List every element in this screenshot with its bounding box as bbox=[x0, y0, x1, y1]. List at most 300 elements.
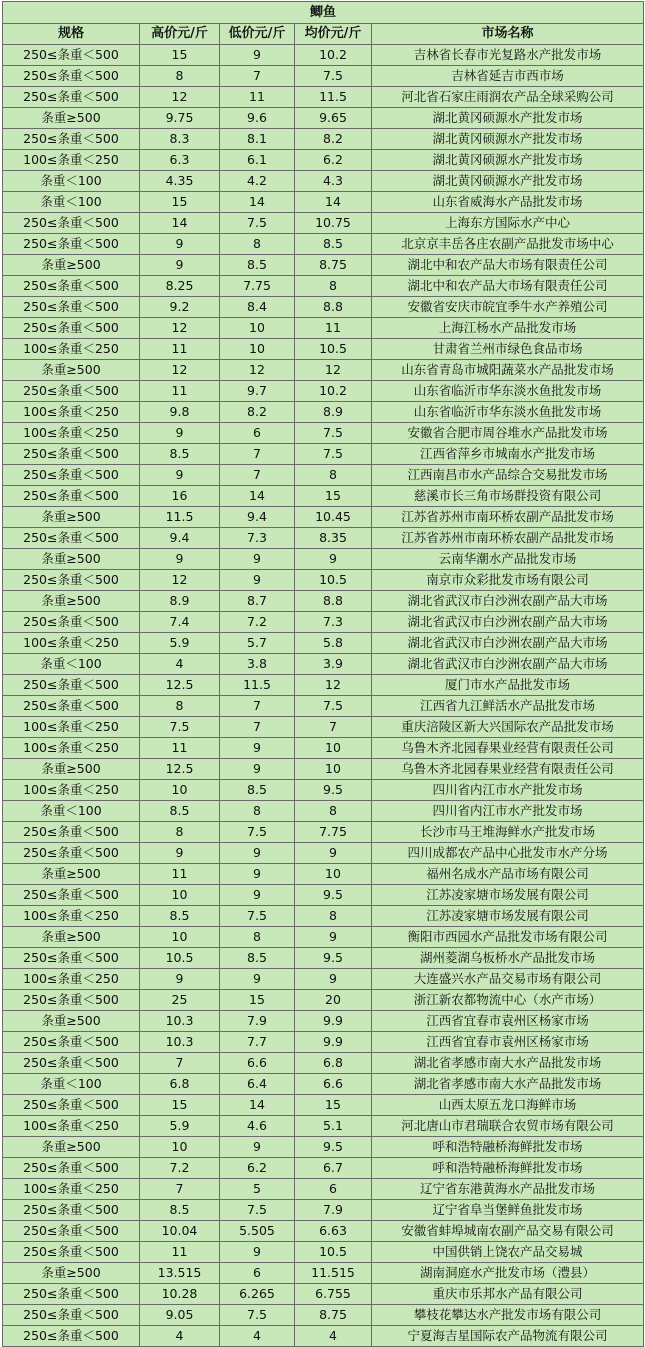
cell-avg-price: 6.2 bbox=[295, 150, 372, 171]
cell-spec: 250≤条重＜500 bbox=[3, 1221, 140, 1242]
cell-avg-price: 8 bbox=[295, 276, 372, 297]
cell-low-price: 9 bbox=[220, 885, 295, 906]
cell-avg-price: 6.6 bbox=[295, 1074, 372, 1095]
cell-avg-price: 6.7 bbox=[295, 1158, 372, 1179]
cell-low-price: 9 bbox=[220, 1242, 295, 1263]
cell-spec: 250≤条重＜500 bbox=[3, 45, 140, 66]
cell-high-price: 7.4 bbox=[140, 612, 220, 633]
cell-market-name: 重庆涪陵区新大兴国际农产品批发市场 bbox=[372, 717, 644, 738]
cell-high-price: 5.9 bbox=[140, 1116, 220, 1137]
cell-high-price: 10.28 bbox=[140, 1284, 220, 1305]
cell-market-name: 湖州菱湖乌板桥水产品批发市场 bbox=[372, 948, 644, 969]
cell-spec: 250≤条重＜500 bbox=[3, 297, 140, 318]
table-row bbox=[3, 1095, 644, 1116]
table-row bbox=[3, 318, 644, 339]
cell-market-name: 江苏凌家塘市场发展有限公司 bbox=[372, 906, 644, 927]
cell-high-price: 7.2 bbox=[140, 1158, 220, 1179]
cell-low-price: 9.7 bbox=[220, 381, 295, 402]
cell-low-price: 9.4 bbox=[220, 507, 295, 528]
table-row bbox=[3, 591, 644, 612]
cell-low-price: 8 bbox=[220, 234, 295, 255]
cell-spec: 条重≥500 bbox=[3, 507, 140, 528]
cell-spec: 250≤条重＜500 bbox=[3, 276, 140, 297]
cell-low-price: 10 bbox=[220, 339, 295, 360]
header-market-name: 市场名称 bbox=[372, 24, 644, 45]
table-row bbox=[3, 990, 644, 1011]
cell-avg-price: 20 bbox=[295, 990, 372, 1011]
cell-spec: 条重≥500 bbox=[3, 1263, 140, 1284]
cell-market-name: 湖北省孝感市南大水产品批发市场 bbox=[372, 1074, 644, 1095]
table-row bbox=[3, 1284, 644, 1305]
cell-avg-price: 5.1 bbox=[295, 1116, 372, 1137]
cell-high-price: 15 bbox=[140, 192, 220, 213]
cell-market-name: 中国供销上饶农产品交易城 bbox=[372, 1242, 644, 1263]
cell-low-price: 5.505 bbox=[220, 1221, 295, 1242]
table-row bbox=[3, 87, 644, 108]
table-row bbox=[3, 150, 644, 171]
cell-high-price: 12 bbox=[140, 360, 220, 381]
cell-spec: 250≤条重＜500 bbox=[3, 465, 140, 486]
cell-market-name: 上海江杨水产品批发市场 bbox=[372, 318, 644, 339]
cell-spec: 条重＜100 bbox=[3, 654, 140, 675]
table-row bbox=[3, 1305, 644, 1326]
table-row bbox=[3, 255, 644, 276]
cell-market-name: 四川省内江市水产批发市场 bbox=[372, 801, 644, 822]
cell-high-price: 10.04 bbox=[140, 1221, 220, 1242]
cell-avg-price: 9 bbox=[295, 549, 372, 570]
cell-high-price: 14 bbox=[140, 213, 220, 234]
cell-low-price: 9 bbox=[220, 570, 295, 591]
cell-spec: 250≤条重＜500 bbox=[3, 528, 140, 549]
cell-avg-price: 10 bbox=[295, 759, 372, 780]
table-row bbox=[3, 192, 644, 213]
table-row bbox=[3, 66, 644, 87]
cell-high-price: 4 bbox=[140, 654, 220, 675]
table-row bbox=[3, 339, 644, 360]
cell-market-name: 山东省威海水产品批发市场 bbox=[372, 192, 644, 213]
cell-high-price: 10 bbox=[140, 885, 220, 906]
cell-spec: 250≤条重＜500 bbox=[3, 213, 140, 234]
cell-market-name: 山东省临沂市华东淡水鱼批发市场 bbox=[372, 402, 644, 423]
table-row bbox=[3, 45, 644, 66]
cell-spec: 250≤条重＜500 bbox=[3, 1326, 140, 1347]
table-row bbox=[3, 1032, 644, 1053]
cell-avg-price: 10.5 bbox=[295, 1242, 372, 1263]
cell-avg-price: 4.3 bbox=[295, 171, 372, 192]
cell-low-price: 11.5 bbox=[220, 675, 295, 696]
cell-spec: 250≤条重＜500 bbox=[3, 1242, 140, 1263]
cell-market-name: 吉林省延吉市西市场 bbox=[372, 66, 644, 87]
cell-market-name: 呼和浩特融桥海鲜批发市场 bbox=[372, 1158, 644, 1179]
cell-market-name: 辽宁省阜当堡鲜鱼批发市场 bbox=[372, 1200, 644, 1221]
cell-avg-price: 10.5 bbox=[295, 570, 372, 591]
table-row bbox=[3, 444, 644, 465]
cell-market-name: 湖北省武汉市白沙洲农副产品大市场 bbox=[372, 633, 644, 654]
cell-avg-price: 10 bbox=[295, 864, 372, 885]
cell-market-name: 乌鲁木齐北园春果业经营有限责任公司 bbox=[372, 759, 644, 780]
cell-spec: 250≤条重＜500 bbox=[3, 990, 140, 1011]
cell-market-name: 湖北黄冈硕源水产批发市场 bbox=[372, 129, 644, 150]
table-row bbox=[3, 1116, 644, 1137]
table-title: 鲫鱼 bbox=[3, 2, 644, 24]
cell-avg-price: 7.5 bbox=[295, 423, 372, 444]
cell-avg-price: 10.45 bbox=[295, 507, 372, 528]
table-row bbox=[3, 213, 644, 234]
cell-high-price: 8.9 bbox=[140, 591, 220, 612]
cell-spec: 250≤条重＜500 bbox=[3, 66, 140, 87]
cell-market-name: 江苏省苏州市南环桥农副产品批发市场 bbox=[372, 507, 644, 528]
cell-spec: 250≤条重＜500 bbox=[3, 318, 140, 339]
cell-low-price: 7.7 bbox=[220, 1032, 295, 1053]
cell-avg-price: 6.63 bbox=[295, 1221, 372, 1242]
cell-market-name: 湖北黄冈硕源水产批发市场 bbox=[372, 108, 644, 129]
cell-spec: 250≤条重＜500 bbox=[3, 822, 140, 843]
cell-avg-price: 6 bbox=[295, 1179, 372, 1200]
cell-high-price: 15 bbox=[140, 1095, 220, 1116]
cell-avg-price: 8.75 bbox=[295, 1305, 372, 1326]
cell-low-price: 6.4 bbox=[220, 1074, 295, 1095]
cell-spec: 250≤条重＜500 bbox=[3, 1305, 140, 1326]
cell-high-price: 11 bbox=[140, 1242, 220, 1263]
cell-avg-price: 10.2 bbox=[295, 381, 372, 402]
cell-low-price: 11 bbox=[220, 87, 295, 108]
table-row bbox=[3, 864, 644, 885]
cell-high-price: 16 bbox=[140, 486, 220, 507]
table-row bbox=[3, 360, 644, 381]
cell-spec: 250≤条重＜500 bbox=[3, 234, 140, 255]
cell-avg-price: 3.9 bbox=[295, 654, 372, 675]
cell-high-price: 10.3 bbox=[140, 1032, 220, 1053]
table-row bbox=[3, 234, 644, 255]
cell-spec: 250≤条重＜500 bbox=[3, 675, 140, 696]
cell-avg-price: 10 bbox=[295, 738, 372, 759]
cell-low-price: 8.2 bbox=[220, 402, 295, 423]
cell-high-price: 9.8 bbox=[140, 402, 220, 423]
table-row bbox=[3, 654, 644, 675]
cell-low-price: 6 bbox=[220, 1263, 295, 1284]
table-row bbox=[3, 276, 644, 297]
table-row bbox=[3, 843, 644, 864]
cell-avg-price: 8.8 bbox=[295, 297, 372, 318]
cell-high-price: 7 bbox=[140, 1179, 220, 1200]
table-row bbox=[3, 1074, 644, 1095]
cell-high-price: 12.5 bbox=[140, 675, 220, 696]
cell-low-price: 9 bbox=[220, 843, 295, 864]
cell-low-price: 5 bbox=[220, 1179, 295, 1200]
cell-low-price: 4.6 bbox=[220, 1116, 295, 1137]
cell-high-price: 9 bbox=[140, 969, 220, 990]
table-row bbox=[3, 549, 644, 570]
cell-high-price: 9 bbox=[140, 423, 220, 444]
cell-avg-price: 11.515 bbox=[295, 1263, 372, 1284]
cell-market-name: 甘肃省兰州市绿色食品市场 bbox=[372, 339, 644, 360]
cell-high-price: 5.9 bbox=[140, 633, 220, 654]
cell-high-price: 8 bbox=[140, 66, 220, 87]
cell-avg-price: 11.5 bbox=[295, 87, 372, 108]
cell-avg-price: 7.5 bbox=[295, 696, 372, 717]
cell-avg-price: 7.9 bbox=[295, 1200, 372, 1221]
cell-high-price: 8.5 bbox=[140, 444, 220, 465]
cell-market-name: 湖北中和农产品大市场有限责任公司 bbox=[372, 255, 644, 276]
cell-avg-price: 10.75 bbox=[295, 213, 372, 234]
cell-high-price: 12 bbox=[140, 87, 220, 108]
table-row bbox=[3, 1242, 644, 1263]
cell-market-name: 衡阳市西园水产品批发市场有限公司 bbox=[372, 927, 644, 948]
cell-market-name: 安徽省安庆市皖宜季牛水产养殖公司 bbox=[372, 297, 644, 318]
cell-avg-price: 9.5 bbox=[295, 948, 372, 969]
cell-market-name: 攀枝花攀达水产批发市场有限公司 bbox=[372, 1305, 644, 1326]
cell-spec: 条重≥500 bbox=[3, 108, 140, 129]
cell-avg-price: 12 bbox=[295, 360, 372, 381]
cell-high-price: 10.3 bbox=[140, 1011, 220, 1032]
table-row bbox=[3, 423, 644, 444]
cell-market-name: 江西南昌市水产品综合交易批发市场 bbox=[372, 465, 644, 486]
cell-market-name: 湖北黄冈硕源水产批发市场 bbox=[372, 150, 644, 171]
table-row bbox=[3, 633, 644, 654]
cell-low-price: 7.5 bbox=[220, 906, 295, 927]
cell-spec: 250≤条重＜500 bbox=[3, 129, 140, 150]
cell-low-price: 9 bbox=[220, 1137, 295, 1158]
cell-spec: 条重＜100 bbox=[3, 171, 140, 192]
table-row bbox=[3, 675, 644, 696]
table-row bbox=[3, 1326, 644, 1347]
cell-high-price: 9 bbox=[140, 234, 220, 255]
cell-low-price: 8.7 bbox=[220, 591, 295, 612]
cell-market-name: 江西省萍乡市城南水产批发市场 bbox=[372, 444, 644, 465]
cell-spec: 条重≥500 bbox=[3, 549, 140, 570]
cell-high-price: 4.35 bbox=[140, 171, 220, 192]
cell-market-name: 湖北省孝感市南大水产品批发市场 bbox=[372, 1053, 644, 1074]
table-row bbox=[3, 402, 644, 423]
cell-high-price: 10 bbox=[140, 780, 220, 801]
cell-high-price: 15 bbox=[140, 45, 220, 66]
cell-spec: 条重≥500 bbox=[3, 591, 140, 612]
table-row bbox=[3, 717, 644, 738]
cell-low-price: 5.7 bbox=[220, 633, 295, 654]
cell-spec: 100≤条重＜250 bbox=[3, 402, 140, 423]
cell-low-price: 6.6 bbox=[220, 1053, 295, 1074]
cell-high-price: 9.05 bbox=[140, 1305, 220, 1326]
cell-high-price: 9 bbox=[140, 843, 220, 864]
cell-spec: 100≤条重＜250 bbox=[3, 969, 140, 990]
cell-high-price: 9 bbox=[140, 255, 220, 276]
table-row bbox=[3, 822, 644, 843]
table-row bbox=[3, 948, 644, 969]
cell-avg-price: 9.5 bbox=[295, 1137, 372, 1158]
table-row bbox=[3, 738, 644, 759]
cell-market-name: 河北唐山市君瑞联合农贸市场有限公司 bbox=[372, 1116, 644, 1137]
table-row bbox=[3, 1158, 644, 1179]
cell-spec: 条重≥500 bbox=[3, 1011, 140, 1032]
table-row bbox=[3, 171, 644, 192]
cell-spec: 100≤条重＜250 bbox=[3, 1179, 140, 1200]
table-row bbox=[3, 1200, 644, 1221]
cell-market-name: 江苏凌家塘市场发展有限公司 bbox=[372, 885, 644, 906]
cell-high-price: 9 bbox=[140, 549, 220, 570]
cell-spec: 250≤条重＜500 bbox=[3, 843, 140, 864]
table-row bbox=[3, 528, 644, 549]
cell-low-price: 7.2 bbox=[220, 612, 295, 633]
cell-low-price: 7.3 bbox=[220, 528, 295, 549]
cell-avg-price: 15 bbox=[295, 486, 372, 507]
cell-high-price: 8.5 bbox=[140, 1200, 220, 1221]
header-avg-price: 均价元/斤 bbox=[295, 24, 372, 45]
table-row bbox=[3, 969, 644, 990]
cell-market-name: 四川省内江市水产批发市场 bbox=[372, 780, 644, 801]
cell-avg-price: 10.2 bbox=[295, 45, 372, 66]
cell-market-name: 江西省九江鲜活水产品批发市场 bbox=[372, 696, 644, 717]
cell-avg-price: 9.5 bbox=[295, 885, 372, 906]
cell-high-price: 8.5 bbox=[140, 906, 220, 927]
cell-avg-price: 9 bbox=[295, 927, 372, 948]
cell-spec: 100≤条重＜250 bbox=[3, 339, 140, 360]
table-row bbox=[3, 108, 644, 129]
cell-high-price: 6.8 bbox=[140, 1074, 220, 1095]
cell-market-name: 宁夏海吉星国际农产品物流有限公司 bbox=[372, 1326, 644, 1347]
cell-low-price: 7 bbox=[220, 444, 295, 465]
cell-spec: 100≤条重＜250 bbox=[3, 423, 140, 444]
cell-high-price: 7.5 bbox=[140, 717, 220, 738]
cell-low-price: 7.9 bbox=[220, 1011, 295, 1032]
cell-low-price: 4 bbox=[220, 1326, 295, 1347]
cell-avg-price: 9 bbox=[295, 969, 372, 990]
table-row bbox=[3, 465, 644, 486]
cell-low-price: 7 bbox=[220, 696, 295, 717]
cell-spec: 条重＜100 bbox=[3, 1074, 140, 1095]
table-row bbox=[3, 381, 644, 402]
cell-market-name: 江西省宜春市袁州区杨家市场 bbox=[372, 1032, 644, 1053]
cell-avg-price: 8.35 bbox=[295, 528, 372, 549]
cell-spec: 条重≥500 bbox=[3, 759, 140, 780]
cell-market-name: 慈溪市长三角市场群投资有限公司 bbox=[372, 486, 644, 507]
cell-avg-price: 5.8 bbox=[295, 633, 372, 654]
header-spec: 规格 bbox=[3, 24, 140, 45]
table-row bbox=[3, 507, 644, 528]
cell-market-name: 江苏省苏州市南环桥农副产品批发市场 bbox=[372, 528, 644, 549]
table-row bbox=[3, 129, 644, 150]
cell-spec: 100≤条重＜250 bbox=[3, 906, 140, 927]
cell-low-price: 7 bbox=[220, 465, 295, 486]
cell-avg-price: 8.9 bbox=[295, 402, 372, 423]
cell-high-price: 4 bbox=[140, 1326, 220, 1347]
cell-spec: 250≤条重＜500 bbox=[3, 381, 140, 402]
cell-market-name: 湖南洞庭水产批发市场（澧县） bbox=[372, 1263, 644, 1284]
cell-market-name: 山东省青岛市城阳蔬菜水产品批发市场 bbox=[372, 360, 644, 381]
header-low-price: 低价元/斤 bbox=[220, 24, 295, 45]
cell-spec: 250≤条重＜500 bbox=[3, 1158, 140, 1179]
cell-high-price: 12 bbox=[140, 318, 220, 339]
cell-low-price: 8 bbox=[220, 927, 295, 948]
cell-high-price: 8 bbox=[140, 822, 220, 843]
cell-spec: 250≤条重＜500 bbox=[3, 885, 140, 906]
cell-market-name: 江西省宜春市袁州区杨家市场 bbox=[372, 1011, 644, 1032]
cell-low-price: 14 bbox=[220, 192, 295, 213]
cell-high-price: 11.5 bbox=[140, 507, 220, 528]
cell-avg-price: 8 bbox=[295, 465, 372, 486]
cell-low-price: 4.2 bbox=[220, 171, 295, 192]
cell-market-name: 北京京丰岳各庄农副产品批发市场中心 bbox=[372, 234, 644, 255]
cell-high-price: 11 bbox=[140, 339, 220, 360]
cell-avg-price: 11 bbox=[295, 318, 372, 339]
table-body bbox=[3, 45, 644, 1347]
price-table bbox=[2, 1, 644, 1347]
cell-avg-price: 9.9 bbox=[295, 1032, 372, 1053]
cell-avg-price: 6.755 bbox=[295, 1284, 372, 1305]
cell-market-name: 南京市众彩批发市场有限公司 bbox=[372, 570, 644, 591]
cell-low-price: 9 bbox=[220, 549, 295, 570]
cell-low-price: 9 bbox=[220, 759, 295, 780]
cell-spec: 条重≥500 bbox=[3, 360, 140, 381]
cell-avg-price: 10.5 bbox=[295, 339, 372, 360]
cell-spec: 100≤条重＜250 bbox=[3, 738, 140, 759]
header-row bbox=[3, 24, 644, 45]
table-row bbox=[3, 801, 644, 822]
table-row bbox=[3, 885, 644, 906]
cell-low-price: 9 bbox=[220, 738, 295, 759]
cell-low-price: 15 bbox=[220, 990, 295, 1011]
cell-avg-price: 15 bbox=[295, 1095, 372, 1116]
cell-avg-price: 9.5 bbox=[295, 780, 372, 801]
cell-avg-price: 6.8 bbox=[295, 1053, 372, 1074]
cell-low-price: 7.5 bbox=[220, 213, 295, 234]
header-high-price: 高价元/斤 bbox=[140, 24, 220, 45]
cell-spec: 250≤条重＜500 bbox=[3, 696, 140, 717]
cell-low-price: 7.5 bbox=[220, 822, 295, 843]
cell-market-name: 浙江新农都物流中心（水产市场） bbox=[372, 990, 644, 1011]
cell-spec: 条重≥500 bbox=[3, 927, 140, 948]
cell-high-price: 9.2 bbox=[140, 297, 220, 318]
cell-market-name: 上海东方国际水产中心 bbox=[372, 213, 644, 234]
cell-high-price: 10 bbox=[140, 1137, 220, 1158]
cell-high-price: 8 bbox=[140, 696, 220, 717]
cell-high-price: 13.515 bbox=[140, 1263, 220, 1284]
cell-low-price: 9.6 bbox=[220, 108, 295, 129]
cell-spec: 100≤条重＜250 bbox=[3, 1116, 140, 1137]
title-row bbox=[3, 2, 644, 24]
cell-spec: 250≤条重＜500 bbox=[3, 87, 140, 108]
cell-low-price: 6.265 bbox=[220, 1284, 295, 1305]
cell-low-price: 7.5 bbox=[220, 1305, 295, 1326]
cell-market-name: 山东省临沂市华东淡水鱼批发市场 bbox=[372, 381, 644, 402]
cell-spec: 250≤条重＜500 bbox=[3, 948, 140, 969]
table-row bbox=[3, 297, 644, 318]
cell-spec: 条重≥500 bbox=[3, 255, 140, 276]
cell-high-price: 6.3 bbox=[140, 150, 220, 171]
cell-market-name: 安徽省蚌埠城南农副产品交易有限公司 bbox=[372, 1221, 644, 1242]
cell-market-name: 厦门市水产品批发市场 bbox=[372, 675, 644, 696]
cell-market-name: 湖北中和农产品大市场有限责任公司 bbox=[372, 276, 644, 297]
cell-avg-price: 9 bbox=[295, 843, 372, 864]
cell-market-name: 河北省石家庄雨润农产品全球采购公司 bbox=[372, 87, 644, 108]
cell-spec: 100≤条重＜250 bbox=[3, 780, 140, 801]
cell-market-name: 山西太原五龙口海鲜市场 bbox=[372, 1095, 644, 1116]
cell-low-price: 8 bbox=[220, 801, 295, 822]
cell-market-name: 呼和浩特融桥海鲜批发市场 bbox=[372, 1137, 644, 1158]
cell-market-name: 湖北省武汉市白沙洲农副产品大市场 bbox=[372, 654, 644, 675]
table-row bbox=[3, 780, 644, 801]
cell-low-price: 14 bbox=[220, 1095, 295, 1116]
cell-avg-price: 8.2 bbox=[295, 129, 372, 150]
cell-market-name: 辽宁省东港黄海水产品批发市场 bbox=[372, 1179, 644, 1200]
cell-spec: 250≤条重＜500 bbox=[3, 1095, 140, 1116]
cell-low-price: 7 bbox=[220, 66, 295, 87]
cell-market-name: 长沙市马王堆海鲜水产批发市场 bbox=[372, 822, 644, 843]
cell-high-price: 9.75 bbox=[140, 108, 220, 129]
cell-avg-price: 14 bbox=[295, 192, 372, 213]
cell-low-price: 7.75 bbox=[220, 276, 295, 297]
cell-low-price: 9 bbox=[220, 45, 295, 66]
cell-spec: 250≤条重＜500 bbox=[3, 444, 140, 465]
